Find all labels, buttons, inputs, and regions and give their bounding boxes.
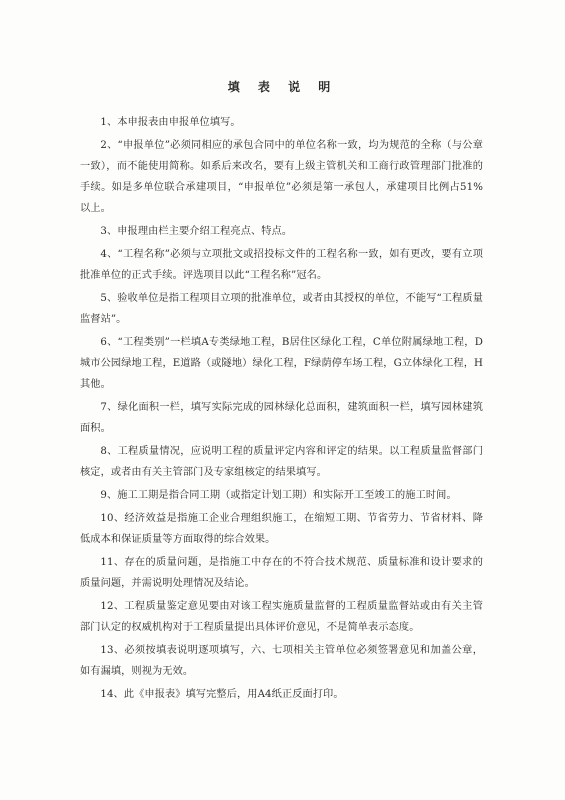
instruction-item-3: 3、申报理由栏主要介绍工程亮点、特点。 [100, 226, 293, 237]
instruction-item-12: 12、工程质量鉴定意见要由对该工程实施质量监督的工程质量监督站或由有关主管部门认定的权威机构对于工程质量提出具体评价意见，不是简单表示态度。 [80, 601, 483, 633]
instruction-item-9: 9、施工工期是指合同工期（或指定计划工期）和实际开工至竣工的施工时间。 [100, 490, 457, 501]
instruction-item-8: 8、工程质量情况，应说明工程的质量评定内容和评定的结果。以工程质量监督部门核定，或者由有关主管部门及专家组核定的结果填写。 [80, 446, 483, 478]
instruction-item-2: 2、“申报单位”必须同相应的承包合同中的单位名称一致，均为规范的全称（与公章一致），而不能使用简称。如系后来改名，要有上级主管机关和工商行政管理部门批准的手续。如是多单位联合承建项目，“申报单位”必须是第一承包人，承建项目比例占51%以上。 [80, 140, 483, 214]
instruction-item-11: 11、存在的质量问题，是指施工中存在的不符合技术规范、质量标准和设计要求的质量问题，并需说明处理情况及结论。 [80, 557, 483, 589]
instruction-item-5: 5、验收单位是指工程项目立项的批准单位，或者由其授权的单位，不能写“工程质量监督站”。 [80, 293, 483, 325]
instruction-item-4: 4、“工程名称”必须与立项批文或招投标文件的工程名称一致，如有更改，要有立项批准单位的正式手续。评选项目以此“工程名称”冠名。 [80, 249, 483, 281]
instruction-item-6: 6、“工程类别”一栏填A专类绿地工程，B居住区绿化工程，C单位附属绿地工程，D城市公园绿地工程，E道路（或隧地）绿化工程，F绿荫停车场工程，G立体绿化工程，H其他。 [80, 337, 483, 390]
page-title: 填 表 说 明 [227, 80, 338, 94]
instruction-item-1: 1、本申报表由申报单位填写。 [100, 117, 241, 128]
instruction-item-13: 13、必须按填表说明逐项填写，六、七项相关主管单位必须签署意见和加盖公章，如有漏填，则视为无效。 [80, 645, 483, 677]
instruction-item-7: 7、绿化面积一栏，填写实际完成的园林绿化总面积，建筑面积一栏，填写园林建筑面积。 [80, 402, 483, 434]
instructions-list [80, 112, 483, 707]
instruction-item-14: 14、此《申报表》填写完整后，用A4纸正反面打印。 [100, 689, 344, 700]
instruction-item-10: 10、经济效益是指施工企业合理组织施工，在缩短工期、节省劳力、节省材料、降低成本和保证质量等方面取得的综合效果。 [80, 513, 483, 545]
